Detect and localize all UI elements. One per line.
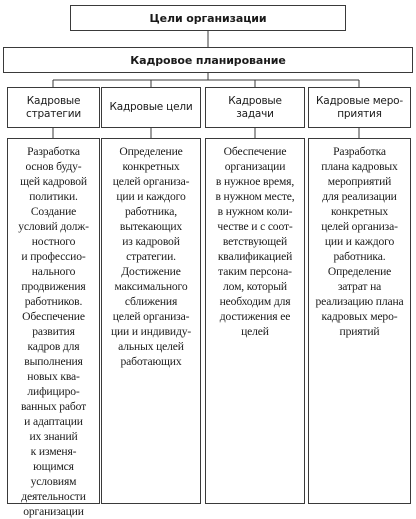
detail-text-goals: Определение конкретных целей организа- ции и каждого работника, вытекающих из кадровой стратегии. Достижение максимального сближения целей организа- ции и индивиду- альных целей работающих	[110, 145, 192, 368]
category-label-activities: Кадровые меро- приятия	[316, 94, 403, 120]
detail-box-tasks	[205, 138, 305, 504]
category-label-goals: Кадровые цели	[109, 101, 193, 113]
category-box-activities	[308, 87, 411, 128]
title-text: Цели организации	[149, 11, 267, 25]
title-box	[70, 5, 346, 31]
detail-box-strategies	[7, 138, 100, 518]
subtitle-text: Кадровое планирование	[130, 53, 286, 67]
category-label-tasks: Кадровые задачи	[228, 94, 282, 120]
category-box-tasks	[205, 87, 305, 128]
subtitle-box	[3, 47, 413, 73]
detail-text-strategies: Разработка основ буду- щей кадровой политики. Создание условий долж- ностного и профессио- нального продвижения работников. Обеспечение развития кадров для выполнения новых ква- лифициро- ванных работ и адаптации их знаний к изменя- ющимся условиям деятельности организации	[18, 145, 89, 518]
category-box-strategies	[7, 87, 100, 128]
category-label-strategies: Кадровые стратегии	[26, 94, 81, 120]
detail-box-goals	[101, 138, 201, 504]
category-box-goals	[101, 87, 201, 128]
detail-box-activities	[308, 138, 411, 504]
detail-text-tasks: Обеспечение организации в нужное время, в нужном месте, в нужном коли- честве и с соот- ветствующей квалификацией таким персона- лом, который необходим для достижения ее целей	[215, 145, 295, 338]
detail-text-activities: Разработка плана кадровых мероприятий для реализации конкретных целей организа- ции и каждого работника. Определение затрат на реализацию плана кадровых меро- приятий	[315, 145, 404, 338]
